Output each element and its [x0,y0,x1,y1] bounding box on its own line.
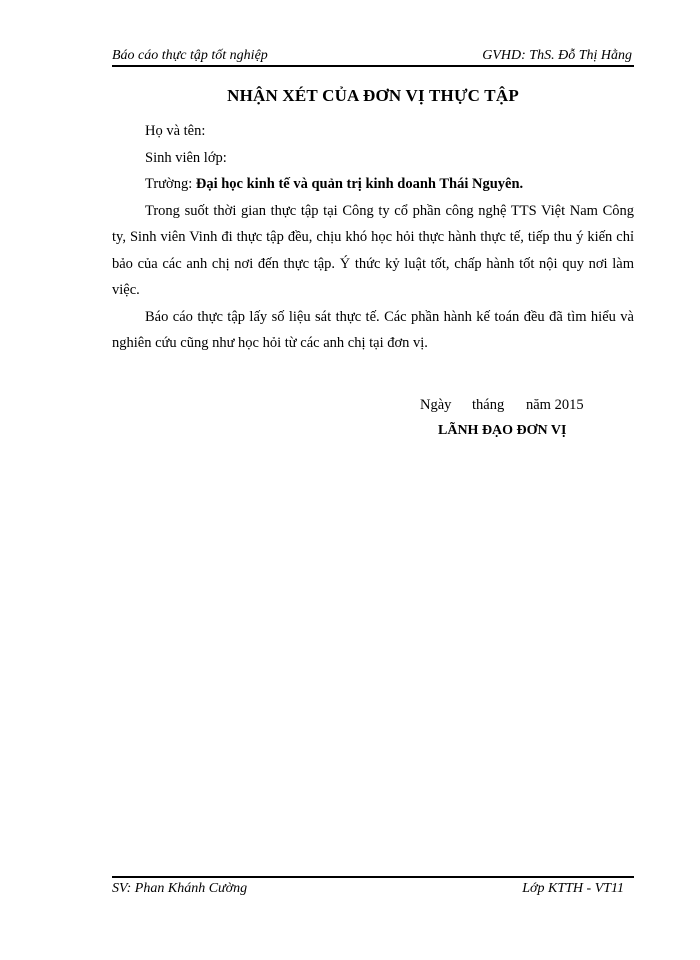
class-field [112,145,634,172]
page-footer [112,876,634,903]
page-header [112,44,634,67]
signature-leader: LÃNH ĐẠO ĐƠN VỊ [438,423,567,438]
footer-student: SV: Phan Khánh Cường [112,881,248,896]
school-value: Đại học kinh tế và quản trị kinh doanh Thái Nguyên. [195,176,524,192]
header-supervisor: GVHD: ThS. Đỗ Thị Hằng [482,48,632,63]
signature-block [420,392,584,444]
footer-class: Lớp KTTH - VT11 [522,881,624,896]
signature-date [420,392,584,418]
header-report-title: Báo cáo thực tập tốt nghiệp [112,48,268,63]
school-label: Trường: [145,176,193,192]
name-field [112,118,634,145]
school-field [112,171,634,198]
date-day: Ngày [420,397,452,413]
page-title: NHẬN XÉT CỦA ĐƠN VỊ THỰC TẬP [227,86,519,105]
date-year: năm 2015 [526,397,584,413]
name-label: Họ và tên: [145,123,206,139]
class-label: Sinh viên lớp: [145,149,227,166]
report-paragraph: Báo cáo thực tập lấy số liệu sát thực tế. Các phần hành kế toán đều đã tìm hiểu và nghiên cứu cũng như học hỏi từ các anh chị tại đơn vị. [112,308,634,351]
evaluation-paragraph: Trong suốt thời gian thực tập tại Công ty cổ phần công nghệ TTS Việt Nam Công ty, Sinh viên Vinh đi thực tập đều, chịu khó học hỏi thực hành thực tế, tiếp thu ý kiến chỉ bảo của các anh chị nơi đến thực tập. Ý thức kỷ luật tốt, chấp hành tốt nội quy nơi làm việc. [112,202,634,298]
document-body [112,118,634,357]
date-month: tháng [472,397,505,413]
